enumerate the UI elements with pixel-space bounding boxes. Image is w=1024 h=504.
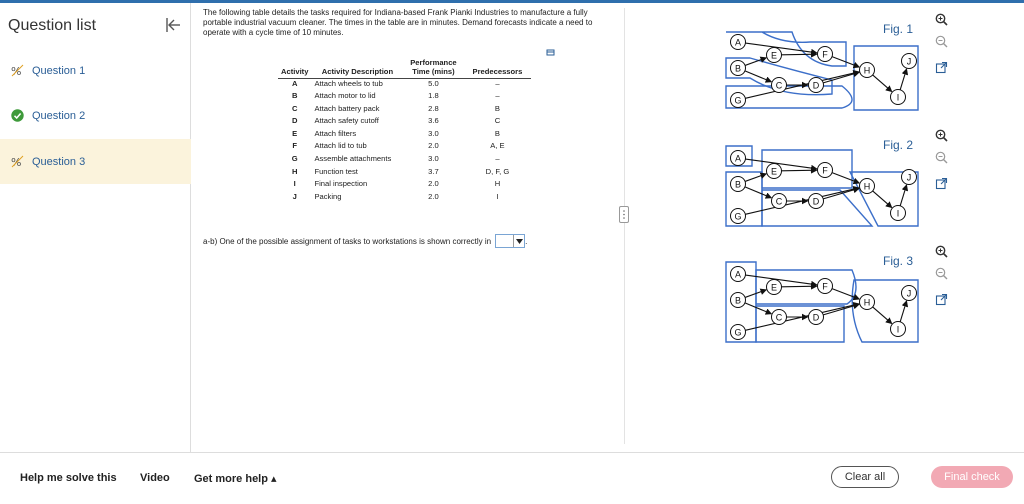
zoom-in-icon[interactable] xyxy=(932,242,950,260)
node-H xyxy=(860,295,875,310)
zoom-in-icon[interactable] xyxy=(932,10,950,28)
node-B xyxy=(731,61,746,76)
question-1-item[interactable] xyxy=(0,48,191,93)
node-label: E xyxy=(770,50,778,61)
figure-3 xyxy=(722,254,922,344)
node-label: A xyxy=(734,153,742,164)
node-label: A xyxy=(734,269,742,280)
edge-E-F xyxy=(781,286,816,287)
problem-intro: The following table details the tasks required for Indiana-based Frank Pianki Industries to manufacture a fully portable industrial vacuum cleaner. The times in the table are in minutes. Demand forecasts indicate a need to operate with a cycle time of 10 minutes. xyxy=(203,8,593,37)
question-end: . xyxy=(525,236,528,246)
node-F xyxy=(818,279,833,294)
help-me-solve-link[interactable]: Help me solve this xyxy=(20,472,117,484)
figure-1-label: Fig. 1 xyxy=(883,22,914,36)
zoom-out-icon[interactable] xyxy=(932,264,950,282)
final-check-button[interactable]: Final check xyxy=(931,466,1013,488)
node-A xyxy=(731,35,746,50)
edge-B-E xyxy=(745,174,766,182)
cell-predecessors: – xyxy=(495,154,500,164)
task-row xyxy=(278,154,531,167)
node-D xyxy=(809,194,824,209)
node-J xyxy=(902,286,917,301)
node-label: E xyxy=(770,282,778,293)
node-I xyxy=(891,322,906,337)
cell-time: 1.8 xyxy=(428,91,439,101)
partial-credit-icon xyxy=(10,155,24,169)
workstation-outline xyxy=(756,306,844,342)
task-row xyxy=(278,179,531,192)
question-3-label: Question 3 xyxy=(32,155,86,168)
node-label: D xyxy=(812,196,820,207)
cell-description: Assemble attachments xyxy=(314,154,392,164)
cell-activity: H xyxy=(291,166,298,176)
cell-description: Attach motor to lid xyxy=(314,91,376,101)
node-label: D xyxy=(812,80,820,91)
cell-activity: C xyxy=(291,103,298,113)
edge-B-C xyxy=(745,71,771,82)
node-D xyxy=(809,310,824,325)
collapse-sidebar-icon[interactable] xyxy=(163,15,183,35)
cell-time: 3.0 xyxy=(428,154,439,164)
cell-predecessors: C xyxy=(494,116,501,126)
node-label: J xyxy=(906,56,912,67)
cell-time: 3.7 xyxy=(428,166,439,176)
question-1-label: Question 1 xyxy=(32,64,86,77)
resize-handle[interactable] xyxy=(619,206,629,223)
node-F xyxy=(818,163,833,178)
panel-divider xyxy=(624,8,625,444)
zoom-out-icon[interactable] xyxy=(932,148,950,166)
question-prompt xyxy=(203,234,527,248)
edge-H-I xyxy=(873,191,892,207)
task-table xyxy=(278,58,531,204)
cell-predecessors: – xyxy=(495,79,500,88)
question-list-sidebar xyxy=(0,3,191,452)
node-C xyxy=(772,78,787,93)
cell-activity: I xyxy=(293,179,296,189)
cell-activity: D xyxy=(291,116,298,126)
node-J xyxy=(902,54,917,69)
cell-predecessors: A, E xyxy=(490,141,505,151)
checkmark-icon xyxy=(10,109,24,123)
node-A xyxy=(731,151,746,166)
task-row xyxy=(278,116,531,129)
node-label: B xyxy=(734,63,742,74)
col-predecessors: Predecessors xyxy=(463,58,531,79)
node-label: I xyxy=(896,92,900,103)
task-row xyxy=(278,192,531,205)
cell-predecessors: H xyxy=(494,179,501,189)
node-label: G xyxy=(734,95,742,106)
col-description: Activity Description xyxy=(311,58,403,79)
task-row xyxy=(278,167,531,180)
footer-bar xyxy=(0,452,1024,504)
node-label: C xyxy=(775,196,783,207)
cell-description: Attach lid to tub xyxy=(314,141,367,151)
cell-description: Attach filters xyxy=(314,128,357,138)
node-label: I xyxy=(896,324,900,335)
node-F xyxy=(818,47,833,62)
cell-predecessors: – xyxy=(495,91,500,101)
problem-body xyxy=(203,8,623,38)
edge-H-I xyxy=(873,307,892,323)
cell-activity: B xyxy=(291,91,298,101)
question-2-label: Question 2 xyxy=(32,109,86,122)
question-text: a-b) One of the possible assignment of tasks to workstations is shown correctly in xyxy=(203,236,492,246)
node-label: C xyxy=(775,312,783,323)
node-label: H xyxy=(863,181,871,192)
task-row xyxy=(278,129,531,142)
node-label: I xyxy=(896,208,900,219)
task-row xyxy=(278,79,531,92)
node-I xyxy=(891,90,906,105)
figure-dropdown[interactable] xyxy=(495,234,528,248)
caret-down-icon xyxy=(513,235,524,247)
cell-description: Final inspection xyxy=(314,179,368,189)
node-J xyxy=(902,170,917,185)
node-label: C xyxy=(775,80,783,91)
cell-time: 2.0 xyxy=(428,179,439,189)
cell-time: 2.8 xyxy=(428,103,439,113)
reference-icon[interactable] xyxy=(546,44,556,52)
edge-I-J xyxy=(900,301,906,322)
node-C xyxy=(772,310,787,325)
cell-description: Function test xyxy=(314,166,358,176)
cell-activity: E xyxy=(292,128,298,138)
node-B xyxy=(731,293,746,308)
node-E xyxy=(767,48,782,63)
node-C xyxy=(772,194,787,209)
cell-predecessors: D, F, G xyxy=(485,166,510,176)
node-label: G xyxy=(734,327,742,338)
node-label: H xyxy=(863,297,871,308)
task-row xyxy=(278,104,531,117)
node-label: B xyxy=(734,295,742,306)
node-label: F xyxy=(822,49,828,60)
question-2-item[interactable] xyxy=(0,93,191,138)
node-E xyxy=(767,280,782,295)
edge-F-H xyxy=(832,173,859,183)
node-G xyxy=(731,209,746,224)
edge-I-J xyxy=(900,69,906,90)
node-label: G xyxy=(734,211,742,222)
cell-activity: A xyxy=(291,79,298,88)
cell-time: 5.0 xyxy=(428,79,439,88)
node-A xyxy=(731,267,746,282)
cell-predecessors: B xyxy=(494,128,500,138)
cell-time: 2.0 xyxy=(428,191,439,201)
node-G xyxy=(731,93,746,108)
figure-1 xyxy=(722,22,922,112)
get-more-help-link[interactable]: Get more help ▴ xyxy=(194,473,277,485)
edge-E-F xyxy=(781,54,816,55)
svg-text:%: % xyxy=(10,156,21,168)
cell-time: 3.6 xyxy=(428,116,439,126)
node-B xyxy=(731,177,746,192)
cell-description: Attach wheels to tub xyxy=(314,79,383,88)
cell-description: Packing xyxy=(314,191,342,201)
node-G xyxy=(731,325,746,340)
sidebar-title: Question list xyxy=(8,17,97,34)
node-I xyxy=(891,206,906,221)
svg-text:%: % xyxy=(10,65,21,77)
cell-predecessors: I xyxy=(496,191,499,201)
node-label: B xyxy=(734,179,742,190)
task-row xyxy=(278,141,531,154)
cell-time: 3.0 xyxy=(428,128,439,138)
node-label: H xyxy=(863,65,871,76)
node-label: F xyxy=(822,281,828,292)
edge-E-F xyxy=(781,170,816,171)
node-label: A xyxy=(734,37,742,48)
node-label: D xyxy=(812,312,820,323)
node-label: E xyxy=(770,166,778,177)
cell-time: 2.0 xyxy=(428,141,439,151)
cell-description: Attach battery pack xyxy=(314,103,380,113)
node-label: J xyxy=(906,172,912,183)
partial-credit-icon xyxy=(10,64,24,78)
open-external-icon[interactable] xyxy=(932,290,950,308)
figure-2-label: Fig. 2 xyxy=(883,138,914,152)
question-3-item[interactable] xyxy=(0,139,191,184)
zoom-out-icon[interactable] xyxy=(932,32,950,50)
node-D xyxy=(809,78,824,93)
figure-2 xyxy=(722,138,922,228)
cell-predecessors: B xyxy=(494,103,500,113)
task-row xyxy=(278,91,531,104)
node-label: F xyxy=(822,165,828,176)
clear-all-button[interactable]: Clear all xyxy=(831,466,899,488)
node-H xyxy=(860,179,875,194)
figure-3-label: Fig. 3 xyxy=(883,254,914,268)
open-external-icon[interactable] xyxy=(932,58,950,76)
edge-H-I xyxy=(873,75,892,91)
col-time: Performance Time (mins) xyxy=(403,58,463,79)
cell-activity: J xyxy=(292,191,297,201)
video-link[interactable]: Video xyxy=(140,472,170,484)
node-H xyxy=(860,63,875,78)
open-external-icon[interactable] xyxy=(932,174,950,192)
edge-I-J xyxy=(900,185,906,206)
node-E xyxy=(767,164,782,179)
node-label: J xyxy=(906,288,912,299)
zoom-in-icon[interactable] xyxy=(932,126,950,144)
cell-description: Attach safety cutoff xyxy=(314,116,379,126)
col-activity: Activity xyxy=(278,58,311,79)
edge-G-H xyxy=(745,304,858,330)
cell-activity: G xyxy=(291,154,298,164)
cell-activity: F xyxy=(292,141,298,151)
